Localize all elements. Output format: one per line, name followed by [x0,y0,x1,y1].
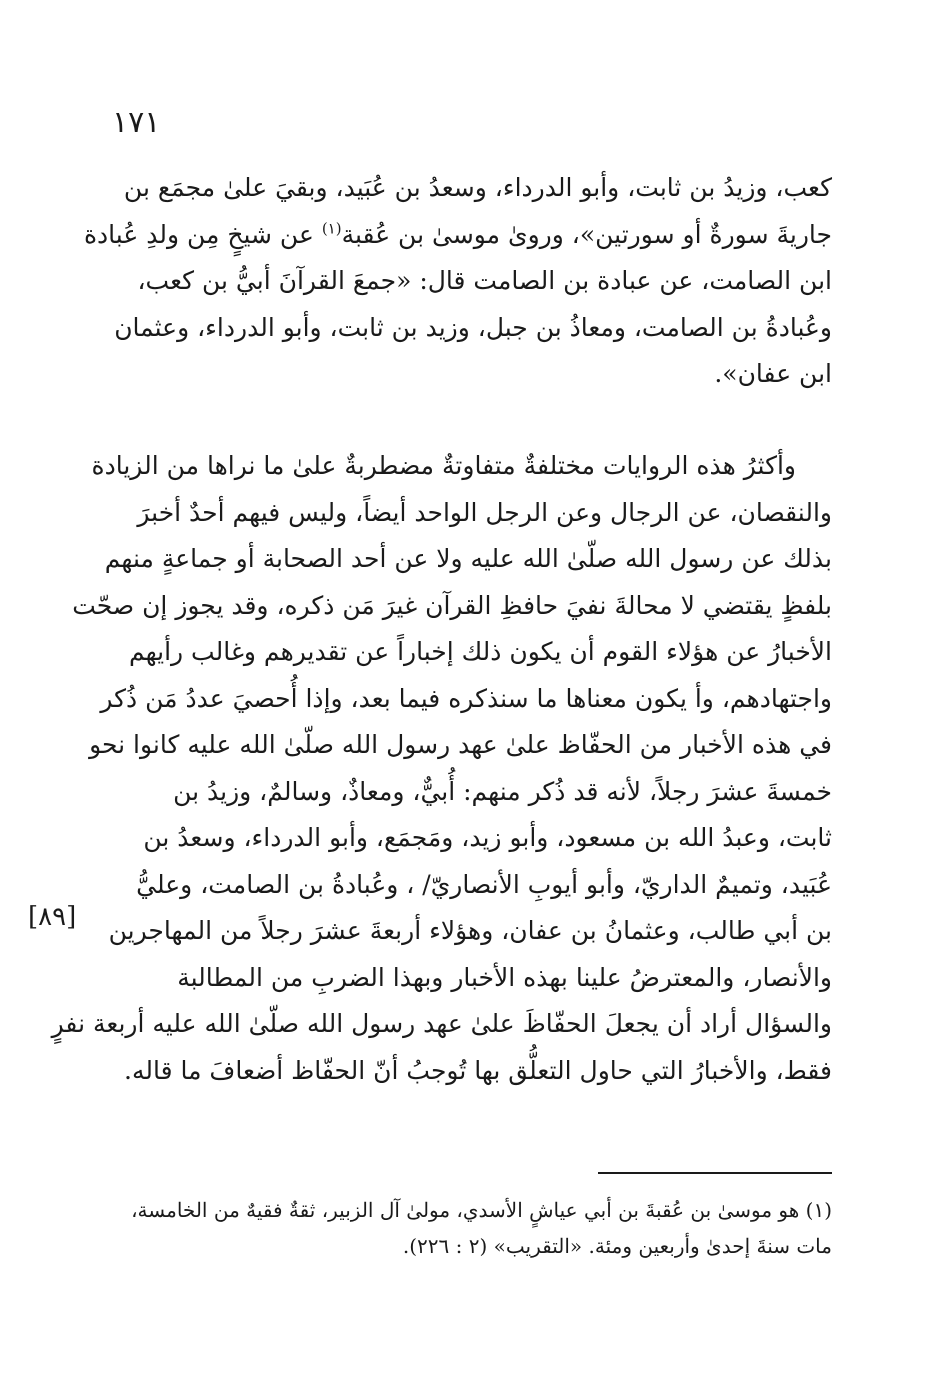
paragraph-2-line-5: الأخبارُ عن هؤلاء القوم أن يكون ذلك إخباراً عن تقديرهم وغالب رأيهم [128,637,832,666]
page-number: ١٧١ [112,105,161,140]
paragraph-2-line-14: فقط، والأخبارُ التي حاول التعلُّق بها تُوجبُ أنّ الحفّاظ أضعافَ ما قاله. [124,1055,832,1085]
paragraph-1 [83,165,832,398]
paragraph-2-line-8: خمسةَ عشرَ رجلاً، لأنه قد ذُكر منهم: أُبيٌّ، ومعاذٌ، وسالمٌ، وزيدُ بن [173,776,832,806]
paragraph-2-line-6: واجتهادهم، وأ يكون معناها ما سنذكره فيما بعد، وإذا أُحصيَ عددُ مَن ذُكر [100,683,832,713]
manuscript-folio-reference: [٨٩] [28,902,77,932]
paragraph-1-line-4: وعُبادةُ بن الصامت، ومعاذُ بن جبل، وزيد بن ثابت، وأبو الدرداء، وعثمان [114,312,832,342]
footnote-line-2: مات سنةَ إحدىٰ وأربعين ومئة. «التقريب» (٢ : ٢٢٦). [402,1234,832,1258]
footnotes [108,1192,832,1264]
paragraph-2-line-11: بن أبي طالب، وعثمانُ بن عفان، وهؤلاء أربعةَ عشرَ رجلاً من المهاجرين [108,916,832,945]
paragraph-2-line-1: وأكثرُ هذه الروايات مختلفةٌ متفاوتةٌ مضطربةٌ علىٰ ما نراها من الزيادة [91,451,796,480]
paragraph-2-line-12: والأنصار، والمعترضُ علينا بهذه الأخبار وبهذا الضربِ من المطالبة [177,962,832,992]
paragraph-2-line-4: بلفظٍ يقتضي لا محالةَ نفيَ حافظِ القرآن غيرَ مَن ذكره، وقد يجوز إن صحّت [72,590,832,620]
paragraph-2-line-10: عُبَيد، وتميمٌ الداريّ، وأبو أيوبِ الأنصاريّ/ ، وعُبادةُ بن الصامت، وعليُّ [136,869,832,899]
paragraph-1-line-5: ابن عفان». [714,359,832,388]
paragraph-1-line-3: ابن الصامت، عن عبادة بن الصامت قال: «جمعَ القرآنَ أبيُّ بن كعب، [137,266,832,295]
paragraph-2-line-7: في هذه الأخبار من الحفّاظ علىٰ عهد رسول الله صلّىٰ الله عليه كانوا نحو [89,730,832,759]
paragraph-2-line-9: ثابت، وعبدُ الله بن مسعود، وأبو زيد، ومَجمَع، وأبو الدرداء، وسعدُ بن [143,823,832,852]
footnote-separator [598,1172,832,1174]
paragraph-1-line-2 [83,212,832,259]
footnote-marker: (١) [321,219,342,238]
paragraph-2-line-13: والسؤال أراد أن يجعلَ الحفّاظَ علىٰ عهد رسول الله صلّىٰ الله عليه أربعة نفرٍ [51,1009,832,1038]
paragraph-1-line-2-start: جاريةَ سورةٌ أو سورتين»، وروىٰ موسىٰ بن عُقبة [341,219,832,249]
paragraph-2-line-3: بذلك عن رسول الله صلّىٰ الله عليه ولا عن أحد الصحابة أو جماعةٍ منهم [104,544,832,573]
paragraph-1-line-1: كعب، وزيدُ بن ثابت، وأبو الدرداء، وسعدُ بن عُبَيد، وبقيَ علىٰ مجمَع بن [123,173,832,202]
footnote-line-1: (١) هو موسىٰ بن عُقبةَ بن أبي عياشٍ الأسدي، مولىٰ آل الزبير، ثقةٌ فقيهٌ من الخامسة، [131,1198,832,1222]
paragraph-1-line-2-end: عن شيخٍ مِن ولدِ عُبادة [83,219,322,249]
paragraph-2-line-2: والنقصان، عن الرجال وعن الرجل الواحد أيضاً، وليس فيهم أحدٌ أخبرَ [137,497,832,527]
